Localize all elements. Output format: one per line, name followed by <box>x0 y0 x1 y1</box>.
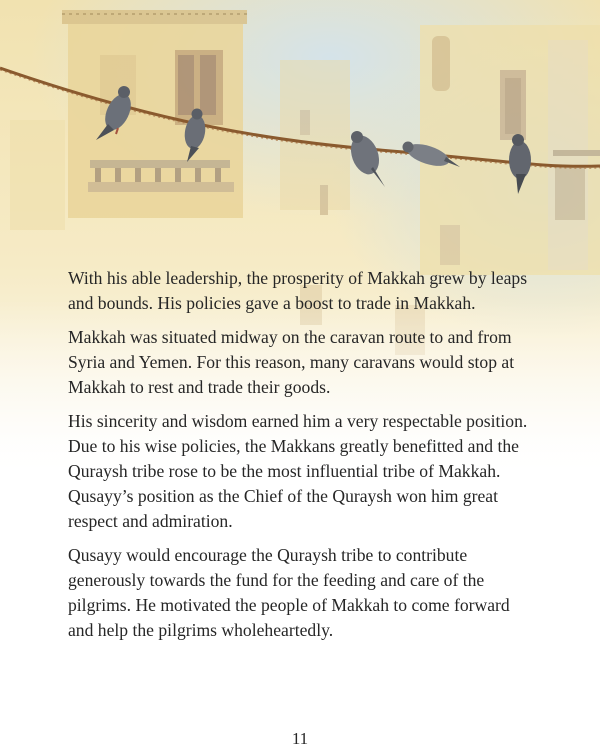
paragraph: His sincerity and wisdom earned him a very respectable position. Due to his wise policies, the Makkans greatly benefitted and the Quraysh tribe rose to be the most influential tribe of Makkah. Qusayy’s position as the Chief of the Quraysh won him great respect and admiration. <box>68 411 528 531</box>
page-number: 11 <box>291 729 309 748</box>
paragraph: With his able leadership, the prosperity of Makkah grew by leaps and bounds. His policies gave a boost to trade in Makkah. <box>68 268 528 313</box>
paragraph: Qusayy would encourage the Quraysh tribe to contribute generously towards the fund for the feeding and care of the pilgrims. He motivated the people of Makkah to come forward and help the pilgrims wholeheartedly. <box>68 545 510 640</box>
paragraph: Makkah was situated midway on the caravan route to and from Syria and Yemen. For this reason, many caravans would stop at Makkah to rest and trade their goods. <box>68 327 515 397</box>
right-building <box>420 25 600 275</box>
story-text <box>68 266 538 652</box>
